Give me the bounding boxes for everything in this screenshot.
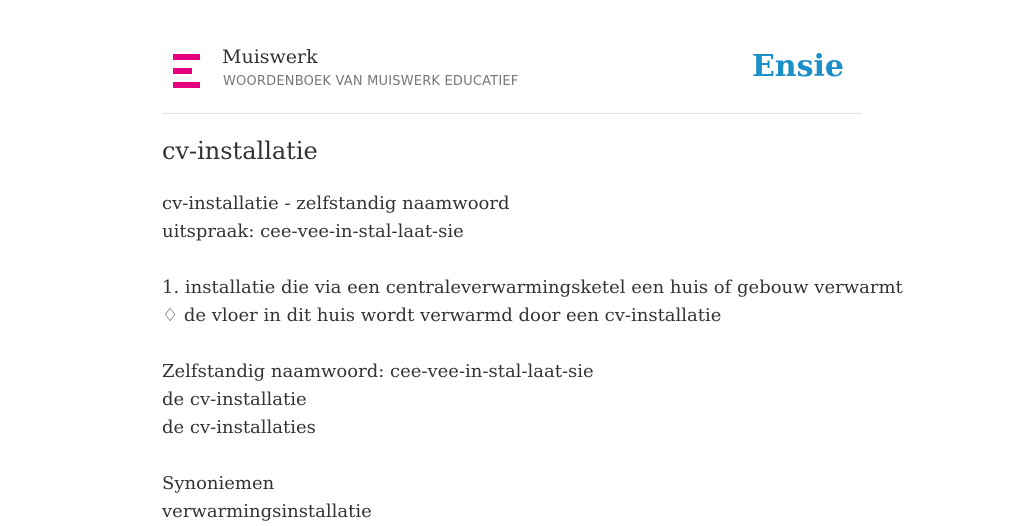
- brand-title[interactable]: Muiswerk: [222, 46, 318, 68]
- spacer: [162, 330, 872, 358]
- page: [162, 0, 903, 522]
- page-title: cv-installatie: [162, 137, 318, 165]
- ensie-logo-link[interactable]: Ensie: [751, 49, 844, 84]
- entry-header-line: cv-installatie - zelfstandig naamwoord: [162, 193, 510, 214]
- spacer: [162, 442, 872, 470]
- brand-subtitle: WOORDENBOEK VAN MUISWERK EDUCATIEF: [223, 74, 519, 89]
- definition-line: 1. installatie die via een centraleverwarmingsketel een huis of gebouw verwarmt: [162, 277, 903, 298]
- pronunciation-line: uitspraak: cee-vee-in-stal-laat-sie: [162, 221, 464, 242]
- synonyms-heading: Synoniemen: [162, 473, 275, 494]
- site-header: [162, 0, 862, 114]
- plural-form: de cv-installaties: [162, 417, 316, 438]
- spacer: [162, 246, 872, 274]
- synonym-item: verwarmingsinstallatie: [162, 501, 372, 522]
- singular-form: de cv-installatie: [162, 389, 307, 410]
- logo-bar-bottom: [173, 82, 200, 88]
- example-line: ♢ de vloer in dit huis wordt verwarmd door een cv-installatie: [162, 305, 722, 326]
- logo-bar-top: [173, 54, 200, 60]
- muiswerk-logo-icon[interactable]: [173, 54, 200, 88]
- noun-line: Zelfstandig naamwoord: cee-vee-in-stal-laat-sie: [162, 361, 594, 382]
- logo-bar-middle: [173, 68, 192, 74]
- entry-content: [162, 190, 903, 526]
